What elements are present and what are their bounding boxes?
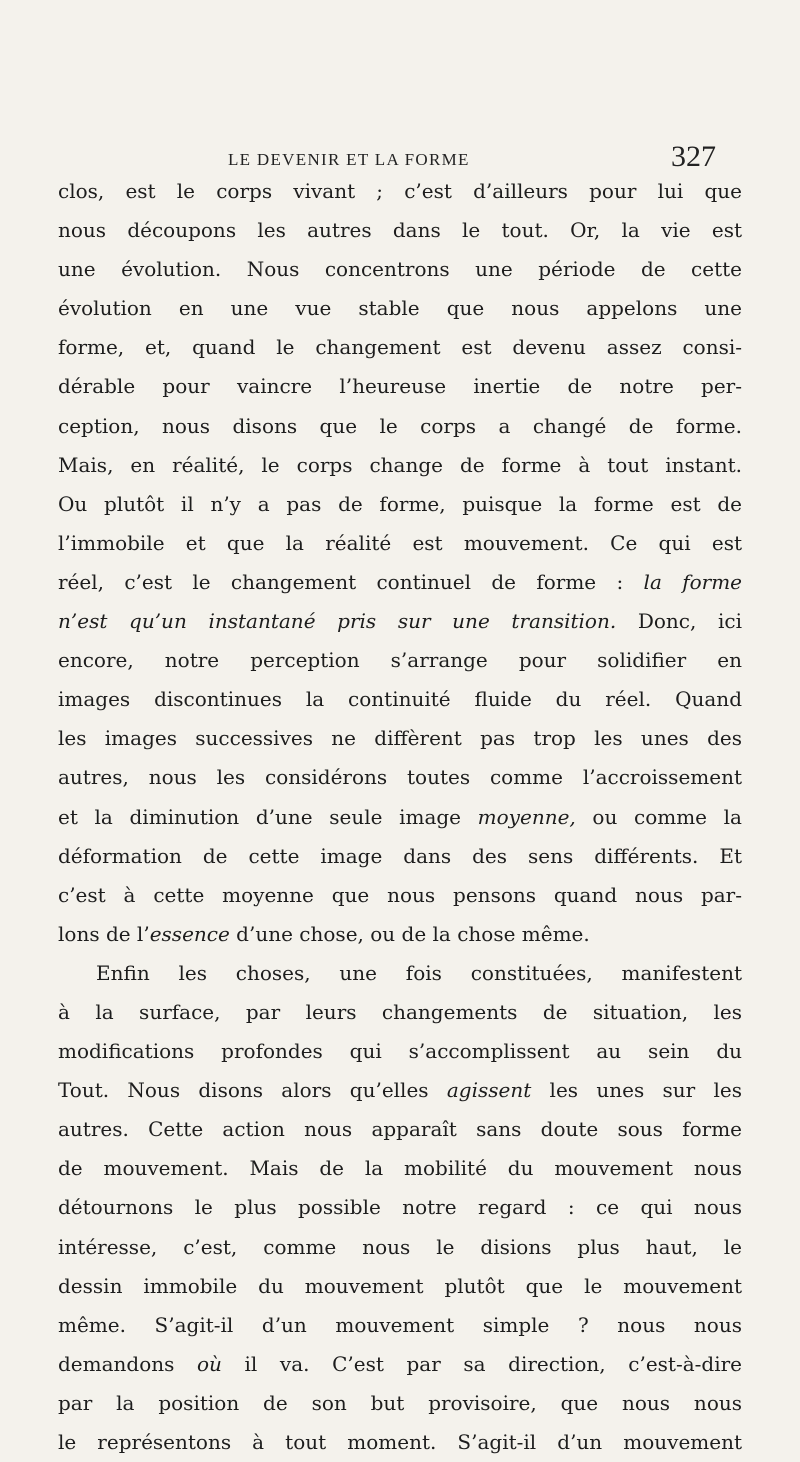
text-line: déformation de cette image dans des sens différents. Et bbox=[58, 843, 742, 868]
text-line: lons de l’essence d’une chose, ou de la chose même. bbox=[58, 921, 590, 946]
text-line: modifications profondes qui s’accomplissent au sein du bbox=[58, 1039, 742, 1064]
text-line: détournons le plus possible notre regard : ce qui nous bbox=[58, 1195, 742, 1220]
text-line: de mouvement. Mais de la mobilité du mouvement nous bbox=[58, 1156, 742, 1181]
text-line: c’est à cette moyenne que nous pensons quand nous par- bbox=[58, 882, 742, 907]
page-number: 327 bbox=[671, 140, 716, 173]
text-line: Tout. Nous disons alors qu’elles agissent les unes sur les bbox=[58, 1078, 742, 1103]
text-line: demandons où il va. C’est par sa direction, c’est-à-dire bbox=[58, 1351, 742, 1376]
text-line: une évolution. Nous concentrons une période de cette bbox=[58, 257, 742, 282]
text-line: le représentons à tout moment. S’agit-il d’un mouvement bbox=[58, 1430, 742, 1454]
text-line: l’immobile et que la réalité est mouvement. Ce qui est bbox=[58, 530, 742, 555]
text-line: Mais, en réalité, le corps change de forme à tout instant. bbox=[58, 452, 742, 477]
running-head: LE DEVENIR ET LA FORME bbox=[228, 150, 470, 169]
text-line: réel, c’est le changement continuel de forme : la forme bbox=[58, 569, 743, 594]
text-line: dérable pour vaincre l’heureuse inertie de notre per- bbox=[58, 374, 742, 399]
text-line: évolution en une vue stable que nous appelons une bbox=[58, 296, 742, 321]
text-line: même. S’agit-il d’un mouvement simple ? nous nous bbox=[58, 1312, 742, 1337]
text-line: intéresse, c’est, comme nous le disions plus haut, le bbox=[58, 1234, 742, 1259]
text-line: clos, est le corps vivant ; c’est d’ailleurs pour lui que bbox=[58, 179, 742, 203]
text-line: nous découpons les autres dans le tout. Or, la vie est bbox=[58, 218, 742, 243]
text-line: dessin immobile du mouvement plutôt que le mouvement bbox=[58, 1273, 742, 1298]
text-line: les images successives ne diffèrent pas trop les unes des bbox=[58, 726, 742, 751]
text-line: images discontinues la continuité fluide du réel. Quand bbox=[58, 687, 742, 712]
text-line: forme, et, quand le changement est devenu assez consi- bbox=[58, 335, 742, 360]
text-line: ception, nous disons que le corps a changé de forme. bbox=[58, 413, 742, 438]
text-line: et la diminution d’une seule image moyenne, ou comme la bbox=[58, 804, 742, 829]
text-line: encore, notre perception s’arrange pour solidifier en bbox=[58, 648, 742, 673]
text-line: n’est qu’un instantané pris sur une transition. Donc, ici bbox=[58, 609, 742, 634]
text-line: par la position de son but provisoire, que nous nous bbox=[58, 1390, 742, 1415]
text-line: autres. Cette action nous apparaît sans doute sous forme bbox=[58, 1117, 742, 1142]
text-line: Ou plutôt il n’y a pas de forme, puisque la forme est de bbox=[58, 491, 742, 516]
text-line: autres, nous les considérons toutes comme l’accroissement bbox=[58, 765, 742, 790]
text-line: Enfin les choses, une fois constituées, manifestent bbox=[96, 960, 742, 985]
body-text bbox=[58, 172, 742, 1462]
text-line: à la surface, par leurs changements de situation, les bbox=[58, 999, 742, 1024]
